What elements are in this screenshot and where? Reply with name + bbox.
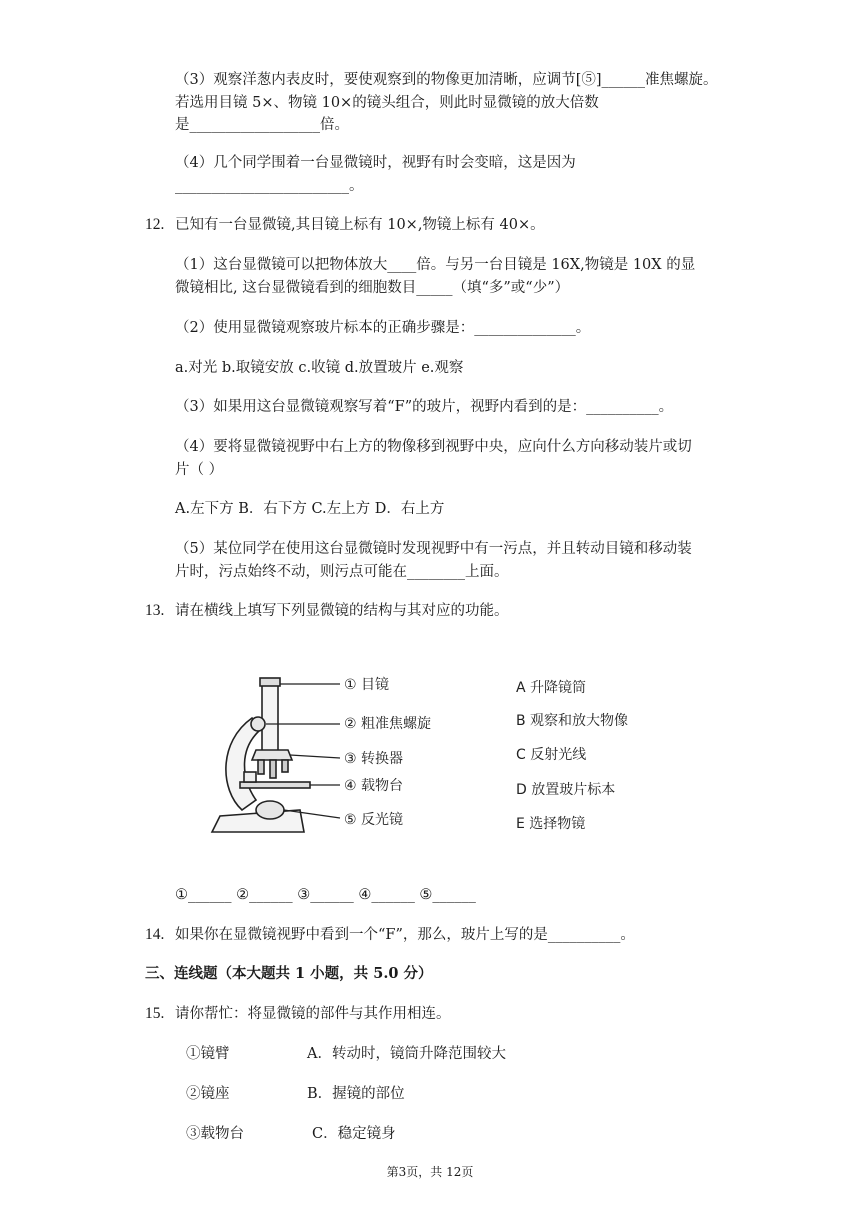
- diagram-function-c: C 反射光线: [516, 747, 587, 763]
- page-footer: 第3页，共 12页: [386, 1165, 474, 1179]
- diagram-part-1: ① 目镜: [344, 677, 390, 693]
- q15-func-b: B．握镜的部位: [307, 1086, 405, 1102]
- diagram-function-a: A 升降镜筒: [516, 680, 587, 696]
- q15-part-1: ①镜臂: [186, 1046, 230, 1062]
- q14-text: 如果你在显微镜视野中看到一个“F”，那么，玻片上写的是__________。: [175, 927, 635, 943]
- q11-part3-line1: （3）观察洋葱内表皮时，要使观察到的物像更加清晰，应调节[⑤]______准焦螺旋。: [175, 72, 718, 88]
- q15-stem: 请你帮忙：将显微镜的部件与其作用相连。: [175, 1006, 451, 1022]
- q15-number: 15.: [145, 1005, 165, 1022]
- q13-stem: 请在横线上填写下列显微镜的结构与其对应的功能。: [175, 603, 509, 619]
- q11-part3-line3: 是__________________倍。: [175, 117, 349, 133]
- q12-part5-line1: （5）某位同学在使用这台显微镜时发现视野中有一污点，并且转动目镜和移动装: [175, 541, 692, 557]
- q12-number: 12.: [145, 216, 165, 233]
- diagram-part-5: ⑤ 反光镜: [344, 812, 404, 828]
- q14-number: 14.: [145, 926, 165, 943]
- q12-part3: （3）如果用这台显微镜观察写着“F”的玻片，视野内看到的是：__________。: [175, 399, 674, 415]
- q15-func-a: A．转动时，镜筒升降范围较大: [307, 1046, 506, 1062]
- diagram-function-b: B 观察和放大物像: [516, 713, 629, 729]
- q12-part2: （2）使用显微镜观察玻片标本的正确步骤是：______________。: [175, 320, 591, 336]
- q12-part4-line1: （4）要将显微镜视野中右上方的物像移到视野中央，应向什么方向移动装片或切: [175, 439, 692, 455]
- q12-options: A.左下方 B．右下方 C.左上方 D．右上方: [175, 501, 445, 517]
- q15-part-2: ②镜座: [186, 1086, 230, 1102]
- diagram-part-4: ④ 载物台: [344, 778, 404, 794]
- q12-part5-line2: 片时，污点始终不动，则污点可能在________上面。: [175, 564, 509, 580]
- q11-part4-line2: ________________________。: [175, 178, 364, 194]
- q12-stem: 已知有一台显微镜,其目镜上标有 10×,物镜上标有 40×。: [175, 217, 545, 233]
- q15-func-c: C．稳定镜身: [312, 1126, 396, 1142]
- q11-part3-line2: 若选用目镜 5×、物镜 10×的镜头组合，则此时显微镜的放大倍数: [175, 95, 599, 111]
- q13-answer-blanks: ①______ ②______ ③______ ④______ ⑤______: [175, 887, 476, 903]
- q15-part-3: ③载物台: [186, 1126, 244, 1142]
- q12-part1-line2: 微镜相比, 这台显微镜看到的细胞数目_____（填“多”或“少”）: [175, 280, 570, 296]
- microscope-diagram: [200, 660, 660, 860]
- diagram-part-2: ② 粗准焦螺旋: [344, 716, 432, 732]
- q12-part4-line2: 片（ ）: [175, 462, 224, 478]
- diagram-function-d: D 放置玻片标本: [516, 782, 616, 798]
- q12-steps: a.对光 b.取镜安放 c.收镜 d.放置玻片 e.观察: [175, 360, 464, 376]
- diagram-function-e: E 选择物镜: [516, 816, 586, 832]
- q13-number: 13.: [145, 602, 165, 619]
- section3-title: 三、连线题（本大题共 1 小题，共 5.0 分）: [145, 965, 433, 982]
- q12-part1-line1: （1）这台显微镜可以把物体放大____倍。与另一台目镜是 16X,物镜是 10X 的显: [175, 257, 696, 273]
- q11-part4-line1: （4）几个同学围着一台显微镜时，视野有时会变暗，这是因为: [175, 155, 576, 171]
- diagram-part-3: ③ 转换器: [344, 751, 404, 767]
